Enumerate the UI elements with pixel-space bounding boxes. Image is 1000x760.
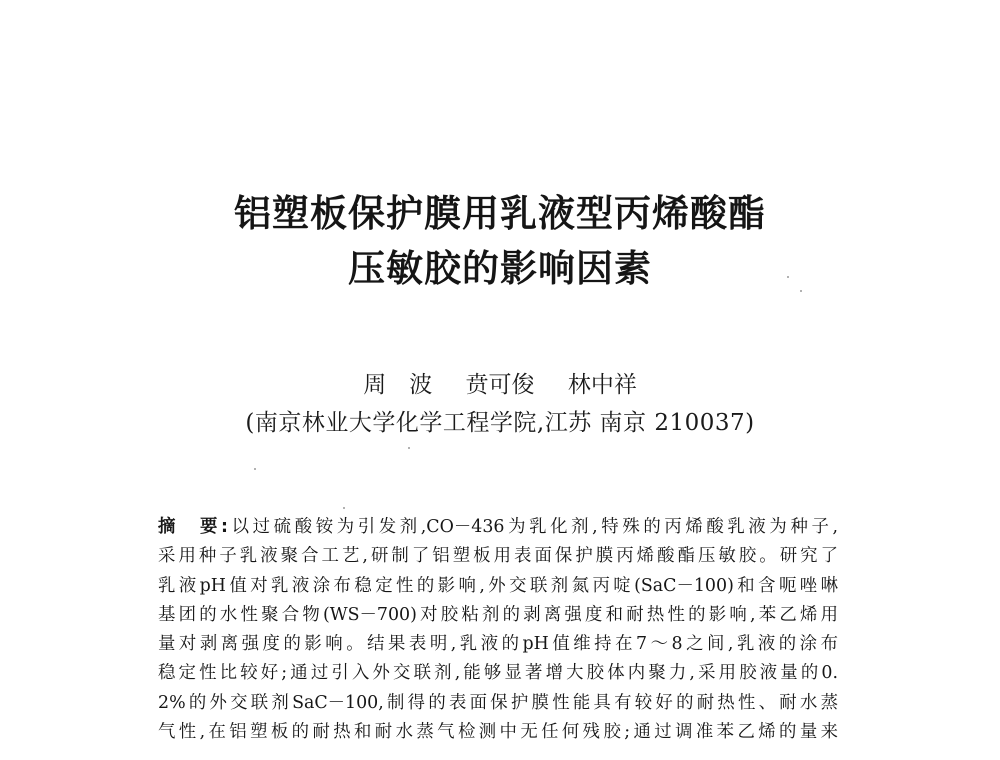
author-name: 贲可俊 [465,372,535,398]
author-name: 周 波 [363,372,433,398]
scan-speck [343,507,345,509]
abstract [158,513,838,747]
abstract-line: 稳定性比较好;通过引入外交联剂,能够显著增大胶体内聚力,采用胶液量的0. [158,663,838,684]
abstract-label: 摘 要: [158,517,229,537]
scan-speck [800,290,802,292]
abstract-text: 以过硫酸铵为引发剂,CO－436为乳化剂,特殊的丙烯酸乳液为种子, [228,517,838,537]
paper-title-line-2: 压敏胶的影响因素 [348,247,652,290]
abstract-line: 采用种子乳液聚合工艺,研制了铝塑板用表面保护膜丙烯酸酯压敏胶。研究了 [158,546,838,567]
author-list [0,366,1000,399]
scan-speck [408,447,410,449]
scan-speck [254,468,256,470]
affiliation: (南京林业大学化学工程学院,江苏 南京 210037) [245,410,755,436]
abstract-line: 气性,在铝塑板的耐热和耐水蒸气检测中无任何残胶;通过调准苯乙烯的量来 [158,722,838,743]
scan-speck [787,276,789,278]
author-name: 林中祥 [567,372,637,398]
abstract-line: 基团的水性聚合物(WS－700)对胶粘剂的剥离强度和耐热性的影响,苯乙烯用 [158,604,838,625]
abstract-line: 2%的外交联剂SaC－100,制得的表面保护膜性能具有较好的耐热性、耐水蒸 [158,692,838,713]
abstract-line [158,513,838,542]
paper-title-line-1: 铝塑板保护膜用乳液型丙烯酸酯 [234,192,766,235]
abstract-line: 量对剥离强度的影响。结果表明,乳液的pH值维持在7～8之间,乳液的涂布 [158,634,838,655]
abstract-line: 乳液pH值对乳液涂布稳定性的影响,外交联剂氮丙啶(SaC－100)和含呃唑啉 [158,575,838,596]
